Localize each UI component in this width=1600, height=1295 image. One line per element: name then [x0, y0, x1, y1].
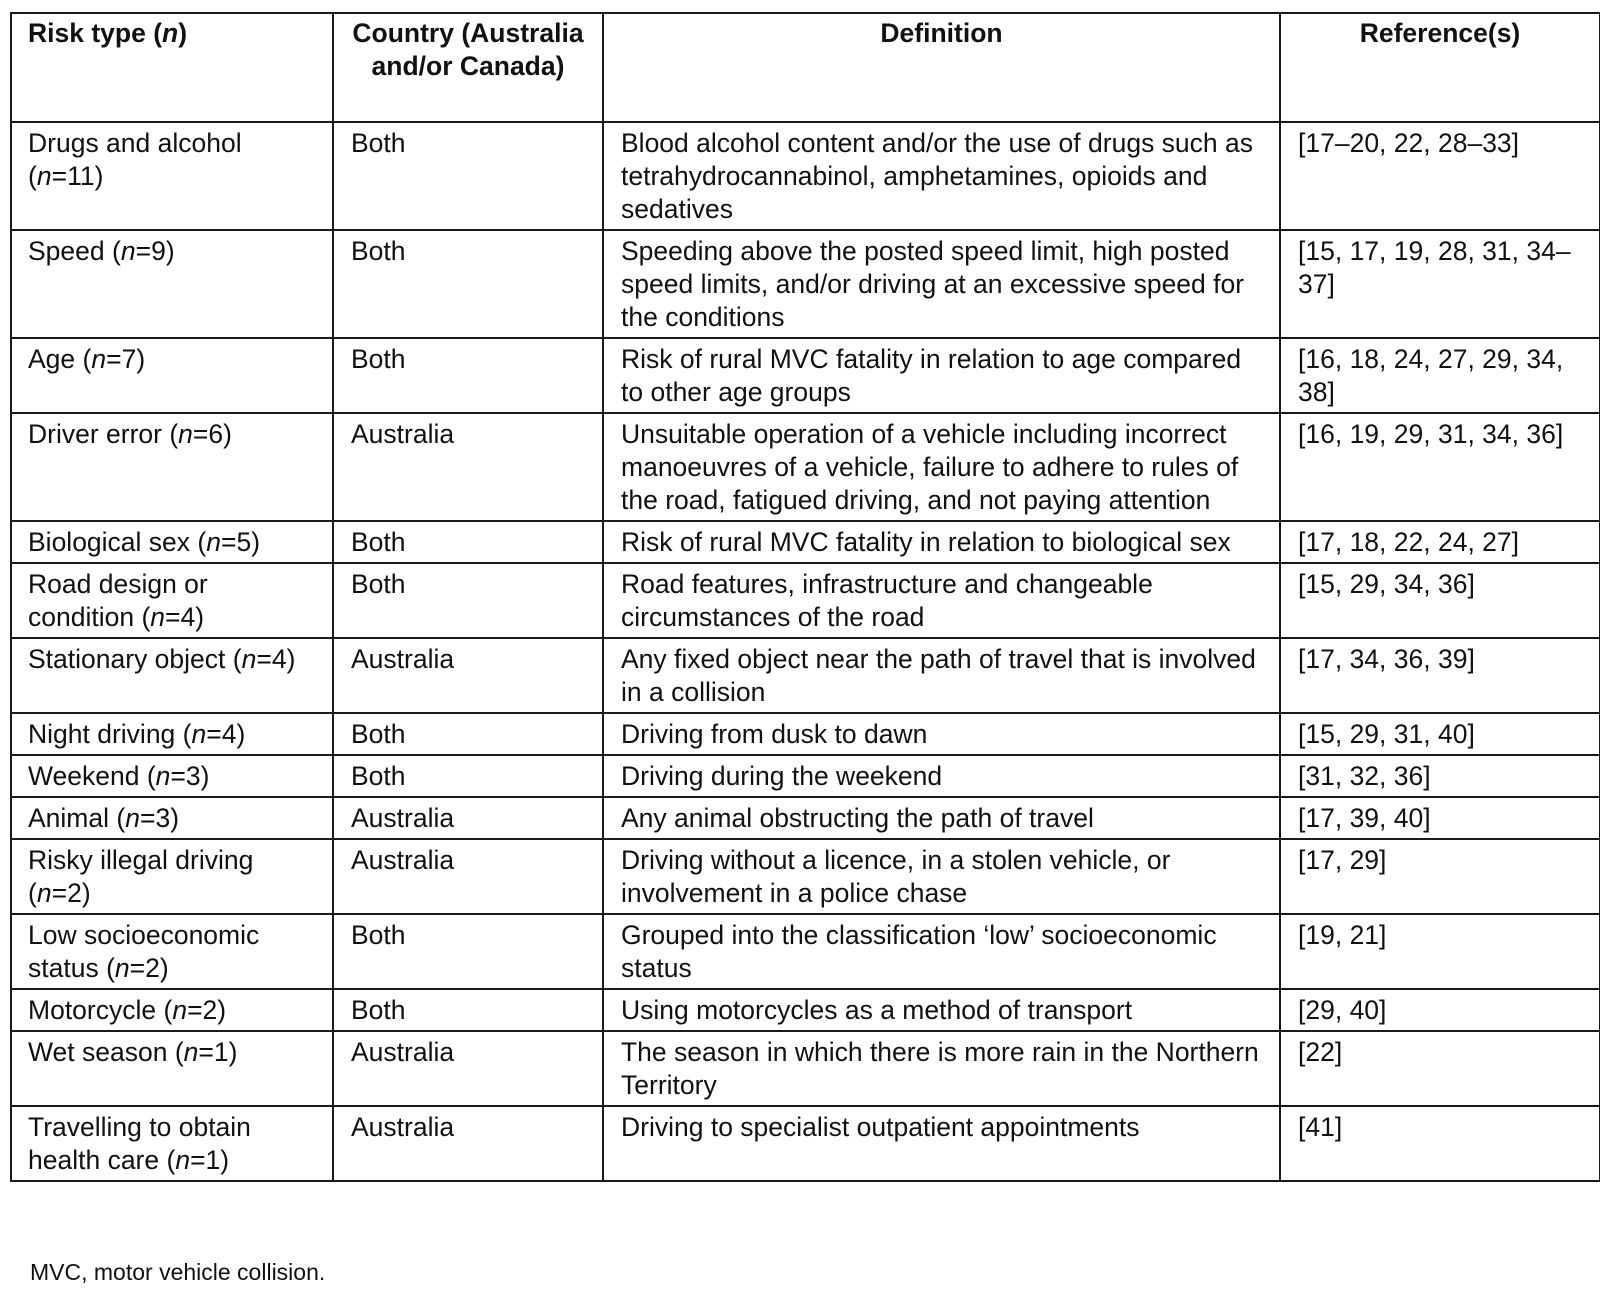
risk-type-label: Animal	[28, 803, 110, 833]
cell-risk-type: Stationary object (n=4)	[11, 638, 333, 713]
cell-risk-type: Drugs and alcohol (n=11)	[11, 122, 333, 230]
risk-type-count: 1	[213, 1037, 229, 1067]
cell-country: Australia	[333, 1031, 603, 1106]
table-row	[11, 1031, 1600, 1106]
risk-type-count: 2	[202, 995, 218, 1025]
risk-type-count: 4	[180, 602, 196, 632]
cell-references: [22]	[1280, 1031, 1600, 1106]
cell-references: [17, 39, 40]	[1280, 797, 1600, 839]
cell-references: [15, 29, 34, 36]	[1280, 563, 1600, 638]
cell-definition: Using motorcycles as a method of transport	[603, 989, 1280, 1031]
cell-definition: Risk of rural MVC fatality in relation to age compared to other age groups	[603, 338, 1280, 413]
cell-risk-type: Weekend (n=3)	[11, 755, 333, 797]
risk-type-label: Low socioeconomic status	[28, 920, 260, 983]
table-row	[11, 797, 1600, 839]
header-risk-type: Risk type (n)	[11, 13, 333, 122]
table-row	[11, 521, 1600, 563]
risk-type-label: Weekend	[28, 761, 140, 791]
cell-risk-type: Age (n=7)	[11, 338, 333, 413]
cell-country: Both	[333, 989, 603, 1031]
cell-definition: The season in which there is more rain in the Northern Territory	[603, 1031, 1280, 1106]
cell-risk-type: Biological sex (n=5)	[11, 521, 333, 563]
table-body	[11, 122, 1600, 1181]
risk-type-label: Travelling to obtain health care	[28, 1112, 251, 1175]
risk-type-label: Age	[28, 344, 76, 374]
cell-country: Australia	[333, 797, 603, 839]
header-row	[11, 13, 1600, 122]
cell-references: [16, 18, 24, 27, 29, 34, 38]	[1280, 338, 1600, 413]
cell-definition: Any animal obstructing the path of travel	[603, 797, 1280, 839]
cell-country: Both	[333, 713, 603, 755]
header-definition: Definition	[603, 13, 1280, 122]
cell-references: [31, 32, 36]	[1280, 755, 1600, 797]
risk-type-label: Stationary object	[28, 644, 226, 674]
table-row	[11, 638, 1600, 713]
table-row	[11, 839, 1600, 914]
header-country: Country (Australia and/or Canada)	[333, 13, 603, 122]
risk-type-label: Biological sex	[28, 527, 191, 557]
cell-references: [19, 21]	[1280, 914, 1600, 989]
table-row	[11, 338, 1600, 413]
risk-type-count: 4	[271, 644, 287, 674]
cell-risk-type: Night driving (n=4)	[11, 713, 333, 755]
risk-type-count: 3	[155, 803, 171, 833]
risk-type-label: Speed	[28, 236, 105, 266]
cell-risk-type: Risky illegal driving (n=2)	[11, 839, 333, 914]
cell-country: Both	[333, 755, 603, 797]
table-row	[11, 563, 1600, 638]
cell-definition: Risk of rural MVC fatality in relation to biological sex	[603, 521, 1280, 563]
risk-type-label: Motorcycle	[28, 995, 157, 1025]
cell-risk-type: Low socioeconomic status (n=2)	[11, 914, 333, 989]
risk-type-label: Drugs and alcohol	[28, 128, 242, 158]
table-row	[11, 755, 1600, 797]
risk-table	[10, 12, 1600, 1182]
risk-type-count: 2	[145, 953, 160, 983]
cell-references: [17–20, 22, 28–33]	[1280, 122, 1600, 230]
cell-risk-type: Road design or condition (n=4)	[11, 563, 333, 638]
table-row	[11, 122, 1600, 230]
risk-type-label: Risky illegal driving	[28, 845, 254, 875]
cell-risk-type: Animal (n=3)	[11, 797, 333, 839]
cell-country: Both	[333, 521, 603, 563]
cell-definition: Unsuitable operation of a vehicle including incorrect manoeuvres of a vehicle, failure to adhere to rules of the road, fatigued driving, and not paying attention	[603, 413, 1280, 521]
cell-references: [29, 40]	[1280, 989, 1600, 1031]
risk-type-count: 5	[236, 527, 252, 557]
table-row	[11, 413, 1600, 521]
cell-references: [16, 19, 29, 31, 34, 36]	[1280, 413, 1600, 521]
cell-country: Both	[333, 122, 603, 230]
risk-type-count: 3	[185, 761, 201, 791]
cell-definition: Driving to specialist outpatient appointments	[603, 1106, 1280, 1181]
cell-risk-type: Travelling to obtain health care (n=1)	[11, 1106, 333, 1181]
table-row	[11, 1106, 1600, 1181]
table-row	[11, 989, 1600, 1031]
risk-type-count: 1	[205, 1145, 221, 1175]
cell-definition: Any fixed object near the path of travel that is involved in a collision	[603, 638, 1280, 713]
cell-risk-type: Driver error (n=6)	[11, 413, 333, 521]
cell-country: Australia	[333, 638, 603, 713]
cell-country: Australia	[333, 1106, 603, 1181]
cell-references: [17, 18, 22, 24, 27]	[1280, 521, 1600, 563]
cell-definition: Driving from dusk to dawn	[603, 713, 1280, 755]
cell-definition: Road features, infrastructure and changeable circumstances of the road	[603, 563, 1280, 638]
header-references: Reference(s)	[1280, 13, 1600, 122]
footnote: MVC, motor vehicle collision.	[30, 1259, 326, 1285]
cell-definition: Grouped into the classification ‘low’ socioeconomic status	[603, 914, 1280, 989]
risk-type-count: 2	[67, 878, 82, 908]
cell-country: Both	[333, 914, 603, 989]
cell-definition: Driving without a licence, in a stolen vehicle, or involvement in a police chase	[603, 839, 1280, 914]
cell-definition: Driving during the weekend	[603, 755, 1280, 797]
risk-type-count: 11	[67, 161, 95, 191]
cell-country: Australia	[333, 839, 603, 914]
risk-type-count: 6	[208, 419, 224, 449]
cell-references: [41]	[1280, 1106, 1600, 1181]
cell-country: Both	[333, 230, 603, 338]
risk-type-label: Driver error	[28, 419, 162, 449]
risk-type-label: Wet season	[28, 1037, 168, 1067]
risk-type-count: 9	[151, 236, 166, 266]
cell-risk-type: Motorcycle (n=2)	[11, 989, 333, 1031]
cell-references: [15, 17, 19, 28, 31, 34–37]	[1280, 230, 1600, 338]
cell-risk-type: Speed (n=9)	[11, 230, 333, 338]
cell-definition: Speeding above the posted speed limit, high posted speed limits, and/or driving at an excessive speed for the conditions	[603, 230, 1280, 338]
risk-type-label: Road design or condition	[28, 569, 208, 632]
cell-references: [17, 29]	[1280, 839, 1600, 914]
cell-country: Both	[333, 338, 603, 413]
table-row	[11, 230, 1600, 338]
cell-references: [17, 34, 36, 39]	[1280, 638, 1600, 713]
cell-risk-type: Wet season (n=1)	[11, 1031, 333, 1106]
risk-type-count: 4	[221, 719, 237, 749]
cell-references: [15, 29, 31, 40]	[1280, 713, 1600, 755]
risk-type-label: Night driving	[28, 719, 176, 749]
table-row	[11, 713, 1600, 755]
risk-type-count: 7	[121, 344, 137, 374]
cell-country: Australia	[333, 413, 603, 521]
table-row	[11, 914, 1600, 989]
cell-country: Both	[333, 563, 603, 638]
cell-definition: Blood alcohol content and/or the use of drugs such as tetrahydrocannabinol, amphetamines, opioids and sedatives	[603, 122, 1280, 230]
